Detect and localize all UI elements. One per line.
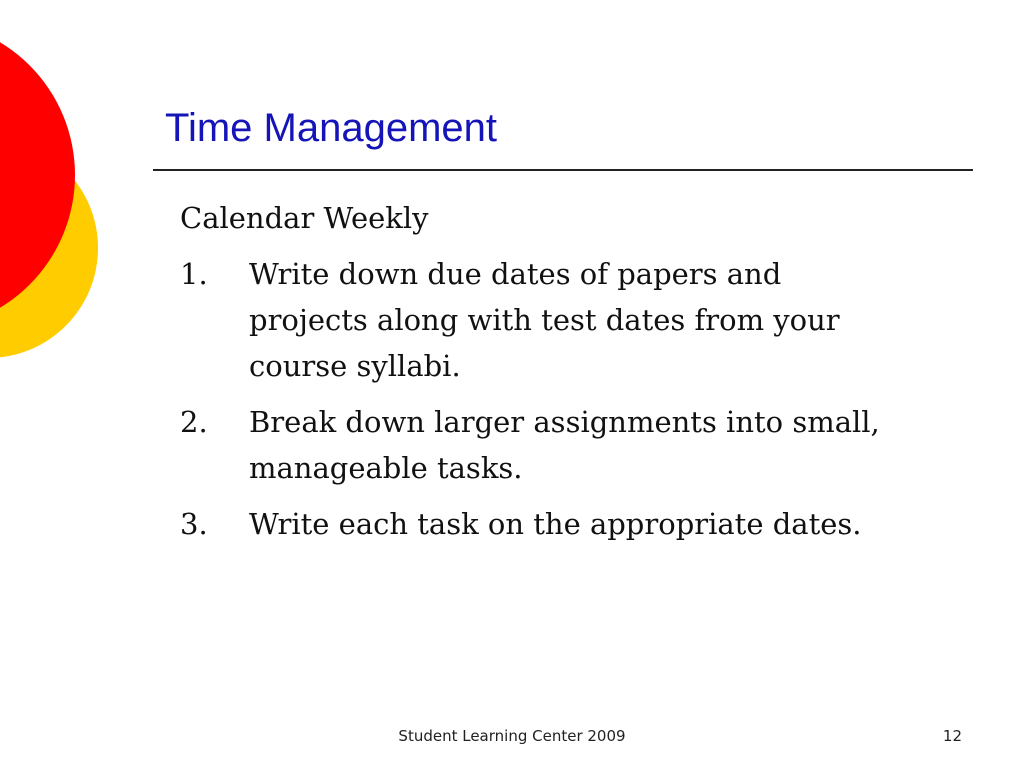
page-number: 12 [942, 727, 962, 745]
list-item [180, 251, 880, 389]
decorative-circles [0, 0, 110, 420]
step-number: 1. [180, 257, 208, 291]
slide-title: Time Management [165, 106, 497, 150]
title-divider [153, 169, 973, 171]
footer-text: Student Learning Center 2009 [398, 727, 626, 745]
list-item [180, 399, 880, 491]
step-text: Write each task on the appropriate dates. [249, 507, 862, 541]
slide-body [180, 195, 880, 557]
step-number: 2. [180, 405, 208, 439]
step-text: Break down larger assignments into small, manageable tasks. [249, 405, 880, 485]
list-item [180, 501, 880, 547]
step-text: Write down due dates of papers and projects along with test dates from your course syllabi. [249, 257, 840, 383]
steps-list [180, 251, 880, 547]
step-number: 3. [180, 507, 208, 541]
intro-line: Calendar Weekly [180, 201, 429, 235]
